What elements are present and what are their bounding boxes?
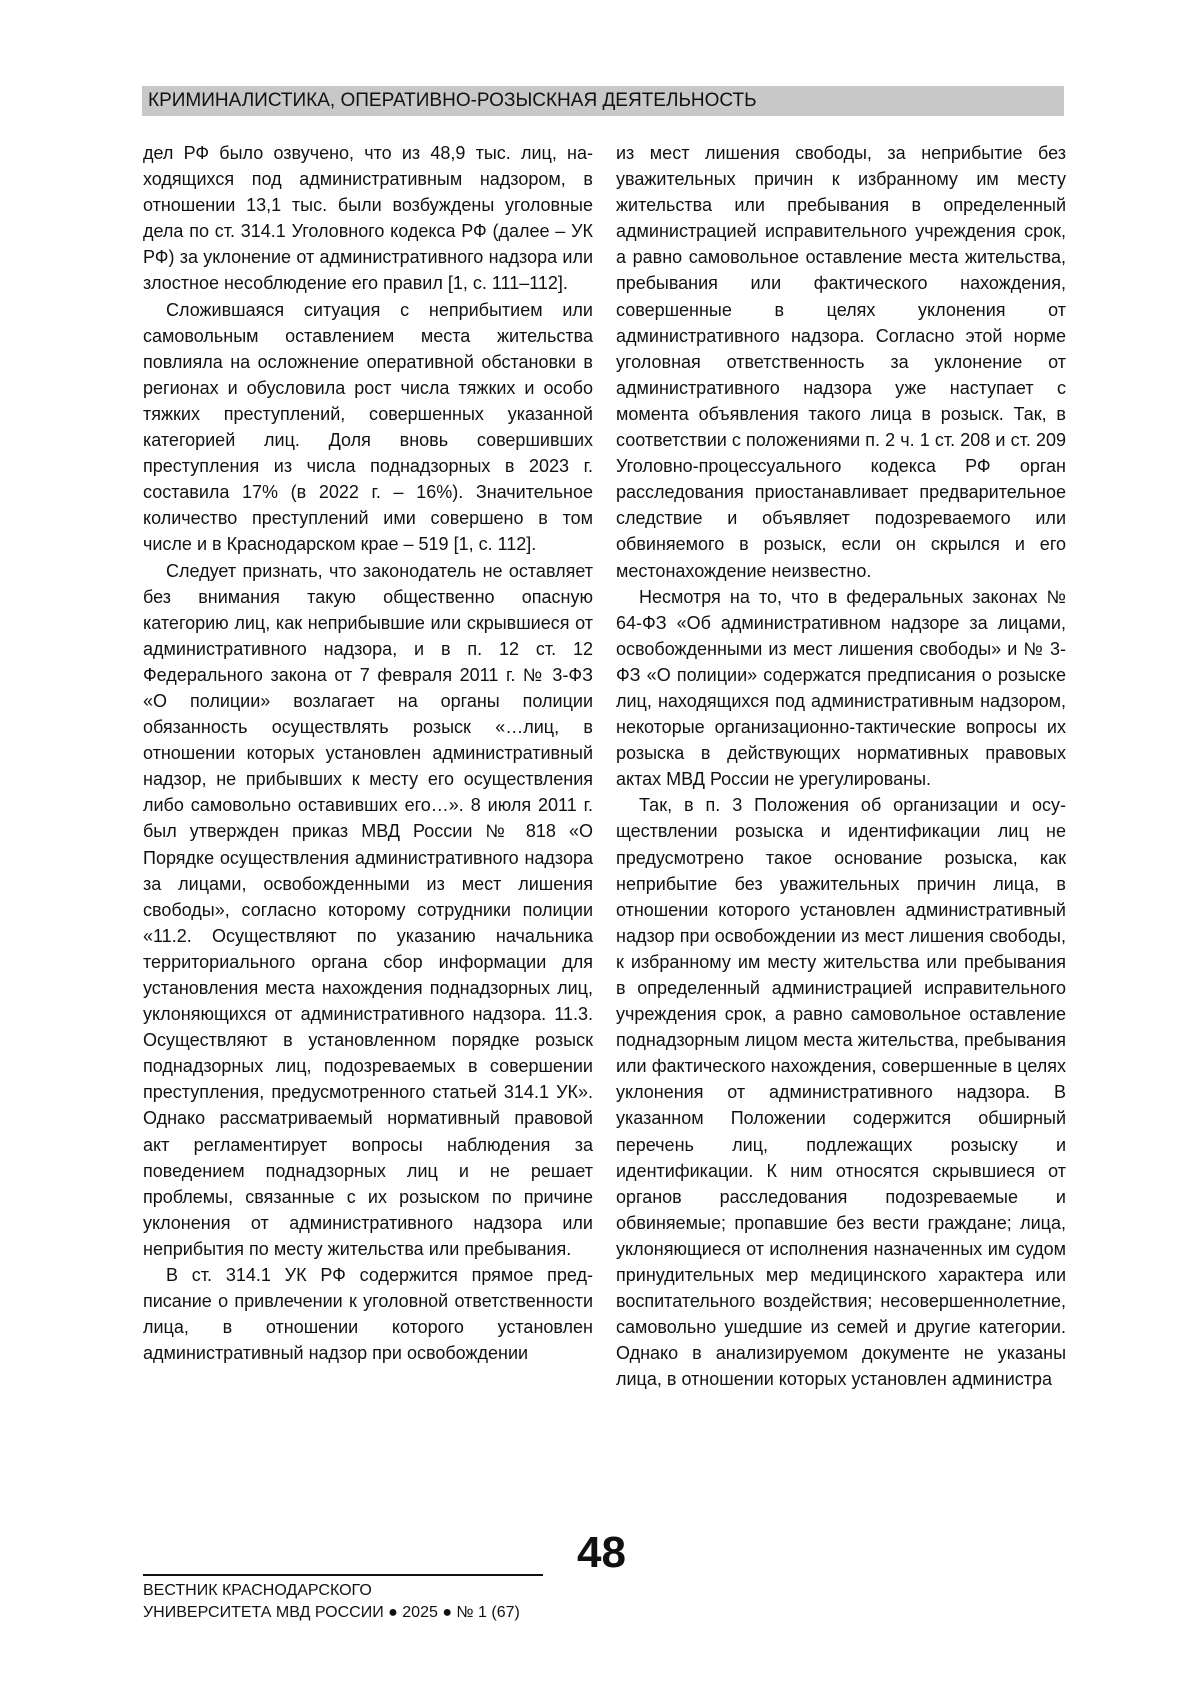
- paragraph: Так, в п. 3 Положения об организации и осуществлении розыска и идентификации лиц не предусмотрено такое основание розыска, как неприбытие без уважительных причин лица, в отношении которого установлен административный надзор при освобождении из мест лишения свободы, к избранному им месту жительства или пребывания в определенный администрацией исправительного учреждения срок, а равно самовольное оставление поднадзорным лицом места жительства, пребывания или фактического нахождения, совершенные в целях уклонения от административного надзора. В указанном Положении содержится обширный перечень лиц, подлежащих розыску и идентификации. К ним относятся скрывшиеся от органов расследования подозреваемые и обвиняемые; пропавшие без вести граждане; лица, уклоняющиеся от исполнения назначенных им судом принудительных мер медицинского характера или воспитательного воздействия; несовершеннолетние, самовольно ушедшие из семей и другие категории. Однако в анализируемом документе не указаны лица, в отношении которых установлен администра: [616, 795, 1066, 1390]
- footer-rule: [143, 1574, 543, 1576]
- journal-title-line: УНИВЕРСИТЕТА МВД РОССИИ ● 2025 ● № 1 (67): [143, 1604, 520, 1621]
- left-column: [143, 140, 593, 1366]
- page-number: 48: [577, 1528, 626, 1577]
- journal-title-line: ВЕСТНИК КРАСНОДАРСКОГО: [143, 1582, 372, 1599]
- journal-title: [143, 1580, 520, 1624]
- paragraph: В ст. 314.1 УК РФ содержится прямое предписание о привлечении к уголовной ответственности лица, в отношении которого установлен административный надзор при освобождении: [143, 1265, 593, 1364]
- paragraph: Следует признать, что законодатель не оставляет без внимания такую общественно опасную категорию лиц, как неприбывшие или скрывшиеся от административного надзора, и в п. 12 ст. 12 Федерального закона от 7 февраля 2011 г. № 3-ФЗ «О полиции» возлагает на органы полиции обязанность осуществлять розыск «…лиц, в отношении которых установлен административный надзор, не прибывших к месту его осуществления либо самовольно оставивших его…». 8 июля 2011 г. был утвержден приказ МВД России № 818 «О Порядке осуществления административного надзора за лицами, освобожденными из мест лишения свободы», согласно которому сотрудники полиции «11.2. Осуществляют по указанию начальника территориального органа сбор информации для установления места нахождения поднадзорных лиц, уклоняющихся от административного надзора. 11.3. Осуществляют в установленном порядке розыск поднадзорных лиц, подозреваемых в совершении преступления, предусмотренного статьей 314.1 УК». Однако рассматриваемый нормативный правовой акт регламентирует вопросы наблюдения за поведением поднадзорных лиц и не решает проблемы, связанные с их розыском по причине уклонения от административного надзора или неприбытия по месту жительства или пребывания.: [143, 560, 593, 1259]
- right-column: [616, 140, 1066, 1393]
- section-header: КРИМИНАЛИСТИКА, ОПЕРАТИВНО-РОЗЫСКНАЯ ДЕЯТЕЛЬНОСТЬ: [148, 90, 757, 111]
- paragraph: Сложившаяся ситуация с неприбытием или самовольным оставлением места жительства повлияла на осложнение оперативной обстановки в регионах и обусловила рост числа тяжких и особо тяжких преступлений, совершенных указанной категорией лиц. Доля вновь совершивших преступления из числа поднадзорных в 2023 г. составила 17% (в 2022 г. – 16%). Значительное количество преступлений ими совершено в том числе и в Краснодарском крае – 519 [1, с. 112].: [143, 299, 593, 555]
- paragraph: из мест лишения свободы, за неприбытие без уважительных причин к избранному им месту жительства или пребывания в определенный администрацией исправительного учреждения срок, а равно самовольное оставление места жительства, пребывания или фактического нахождения, совершенные в целях уклонения от административного надзора. Согласно этой норме уголовная ответственность за уклонение от административного надзора уже наступает с момента объявления такого лица в розыск. Так, в соответствии с положениями п. 2 ч. 1 ст. 208 и ст. 209 Уголовно-процессуального кодекса РФ орган расследования приостанавливает предварительное следствие и объявляет подозреваемого или обвиняемого в розыск, если он скрылся и его местонахождение неизвестно.: [616, 143, 1066, 581]
- paragraph: дел РФ было озвучено, что из 48,9 тыс. лиц, находящихся под административным надзором, в отношении 13,1 тыс. были возбуждены уголовные дела по ст. 314.1 Уголовного кодекса РФ (далее – УК РФ) за уклонение от административного надзора или злостное несоблюдение его правил [1, с. 111–112].: [143, 143, 593, 294]
- paragraph: Несмотря на то, что в федеральных законах № 64-ФЗ «Об административном надзоре за лицами, освобожденными из мест лишения свободы» и № 3-ФЗ «О полиции» содержатся предписания о розыске лиц, находящихся под административным надзором, некоторые организационно-тактические вопросы их розыска в действующих нормативных правовых актах МВД России не урегулированы.: [616, 586, 1066, 790]
